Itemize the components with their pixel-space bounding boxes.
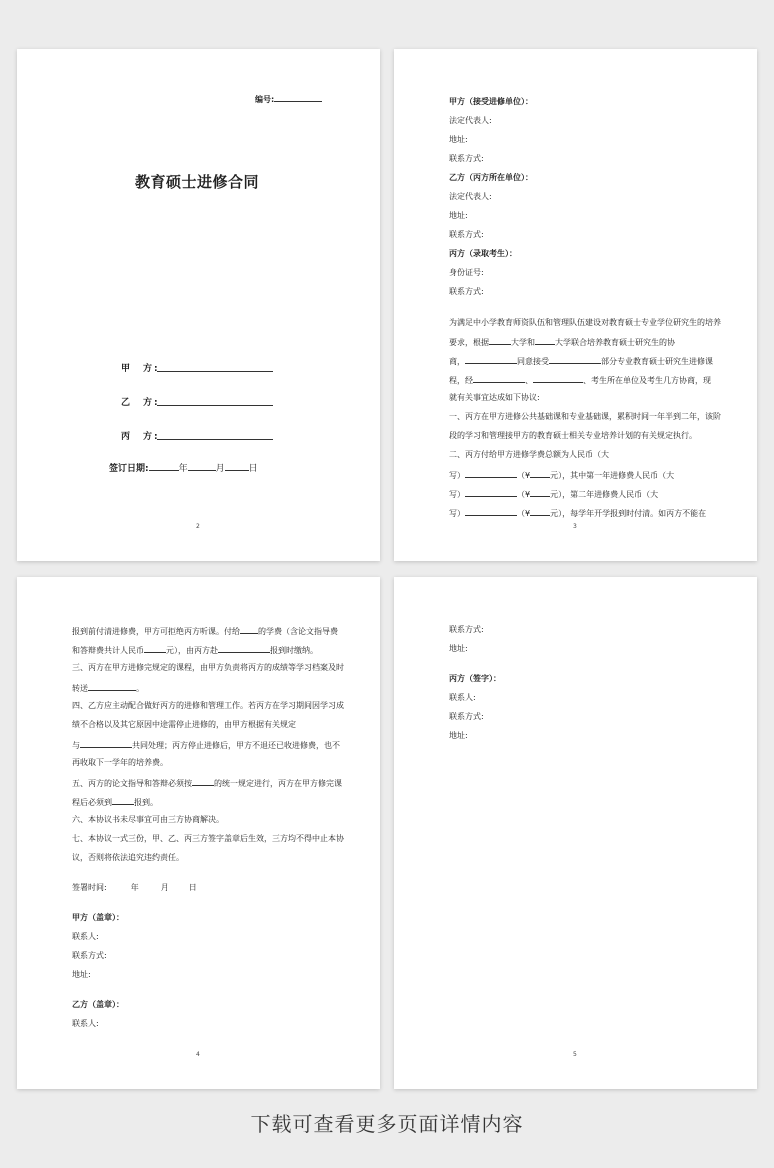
paragraph-line: 报到前付清进修费，甲方可拒绝丙方听课。付给 的学费（含论文指导费 bbox=[72, 627, 338, 636]
party-c-address: 地址: bbox=[449, 731, 468, 740]
page-number: 2 bbox=[196, 523, 200, 530]
party-b-contact: 联系方式: bbox=[449, 230, 484, 239]
document-page-parties bbox=[394, 49, 757, 561]
paragraph-line: 二、丙方付给甲方进修学费总额为人民币（大 bbox=[449, 450, 609, 459]
paragraph-line: 写） （¥ 元），第二年进修费人民币（大 bbox=[449, 490, 659, 499]
paragraph-line: 六、本协议书未尽事宜可由三方协商解决。 bbox=[72, 815, 224, 824]
download-more-caption: 下载可查看更多页面详情内容 bbox=[250, 1112, 524, 1136]
party-a-contact: 联系方式: bbox=[449, 154, 484, 163]
party-b-heading: 乙方（丙方所在单位）： bbox=[449, 173, 533, 182]
party-b-address: 地址: bbox=[449, 644, 468, 653]
contract-number-label: 编号: bbox=[255, 93, 322, 105]
party-a-heading: 甲方（接受进修单位）： bbox=[449, 97, 533, 106]
document-page-terms bbox=[17, 577, 380, 1089]
party-c-id: 身份证号: bbox=[449, 268, 484, 277]
document-title: 教育硕士进修合同 bbox=[135, 173, 260, 191]
paragraph-line: 议，否则将依法追究违约责任。 bbox=[72, 853, 184, 862]
party-a-address: 地址: bbox=[449, 135, 468, 144]
page-number: 3 bbox=[573, 523, 577, 530]
page-number: 5 bbox=[573, 1051, 577, 1058]
party-a-rep: 法定代表人: bbox=[449, 116, 492, 125]
party-c-contact: 联系方式: bbox=[449, 712, 484, 721]
party-a-blank bbox=[157, 371, 273, 372]
party-c-label: 丙 方: bbox=[121, 432, 160, 442]
paragraph-line: 和答辩费共计人民币 元），由丙方赴 报到时缴纳。 bbox=[72, 646, 318, 655]
paragraph-line: 转送 。 bbox=[72, 684, 144, 693]
paragraph-line: 要求，根据 大学和 大学联合培养教育硕士研究生的协 bbox=[449, 338, 675, 347]
party-b-address: 地址: bbox=[449, 211, 468, 220]
party-a-seal: 甲方（盖章）： bbox=[72, 913, 124, 922]
document-page-cover bbox=[17, 49, 380, 561]
party-b-seal: 乙方（盖章）： bbox=[72, 1000, 124, 1009]
party-b-contact-person: 联系人: bbox=[72, 1019, 99, 1028]
paragraph-line: 段的学习和管理接甲方的教育硕士相关专业培养计划的有关规定执行。 bbox=[449, 431, 697, 440]
sign-time-row: 签署时间: 年 月 日 bbox=[72, 883, 197, 892]
paragraph-line: 商， 同意接受 部分专业教育硕士研究生进修课 bbox=[449, 357, 713, 366]
party-b-label: 乙 方: bbox=[121, 398, 160, 408]
party-b-contact: 联系方式: bbox=[449, 625, 484, 634]
paragraph-line: 为满足中小学教育师资队伍和管理队伍建设对教育硕士专业学位研究生的培养 bbox=[449, 318, 721, 327]
party-c-heading: 丙方（录取考生）： bbox=[449, 249, 517, 258]
paragraph-line: 写） （¥ 元），其中第一年进修费人民币（大 bbox=[449, 471, 675, 480]
paragraph-line: 绩不合格以及其它原因中途需停止进修的，由甲方根据有关规定 bbox=[72, 720, 296, 729]
sign-date-row: 签订日期: 年 月 日 bbox=[109, 464, 258, 474]
party-b-blank bbox=[157, 405, 273, 406]
party-a-label: 甲 方: bbox=[121, 364, 160, 374]
paragraph-line: 程，经 、 、考生所在单位及考生几方协商，现 bbox=[449, 376, 711, 385]
party-a-contact: 联系方式: bbox=[72, 951, 107, 960]
party-c-contact-person: 联系人: bbox=[449, 693, 476, 702]
page-number: 4 bbox=[196, 1051, 200, 1058]
paragraph-line: 就有关事宜达成如下协议: bbox=[449, 393, 540, 402]
paragraph-line: 三、丙方在甲方进修完规定的课程，由甲方负责将丙方的成绩等学习档案及时 bbox=[72, 663, 344, 672]
document-page-signatures bbox=[394, 577, 757, 1089]
party-c-signature: 丙方（签字）： bbox=[449, 674, 501, 683]
paragraph-line: 再收取下一学年的培养费。 bbox=[72, 758, 168, 767]
party-b-rep: 法定代表人: bbox=[449, 192, 492, 201]
party-a-address: 地址: bbox=[72, 970, 91, 979]
paragraph-line: 七、本协议一式三份，甲、乙、丙三方签字盖章后生效，三方均不得中止本协 bbox=[72, 834, 344, 843]
paragraph-line: 与 共同处理；丙方停止进修后，甲方不退还已收进修费，也不 bbox=[72, 741, 340, 750]
paragraph-line: 一、丙方在甲方进修公共基础课和专业基础课，累积时间一年半到二年，该阶 bbox=[449, 412, 721, 421]
party-c-blank bbox=[157, 439, 273, 440]
paragraph-line: 四、乙方应主动配合做好丙方的进修和管理工作。若丙方在学习期间因学习成 bbox=[72, 701, 344, 710]
paragraph-line: 五、丙方的论文指导和答辩必须按 的统一规定进行，丙方在甲方修完课 bbox=[72, 779, 342, 788]
party-a-contact-person: 联系人: bbox=[72, 932, 99, 941]
paragraph-line: 写） （¥ 元），每学年开学报到时付清。如丙方不能在 bbox=[449, 509, 707, 518]
contract-number-blank bbox=[274, 93, 322, 102]
party-c-contact: 联系方式: bbox=[449, 287, 484, 296]
paragraph-line: 程后必须到 报到。 bbox=[72, 798, 158, 807]
